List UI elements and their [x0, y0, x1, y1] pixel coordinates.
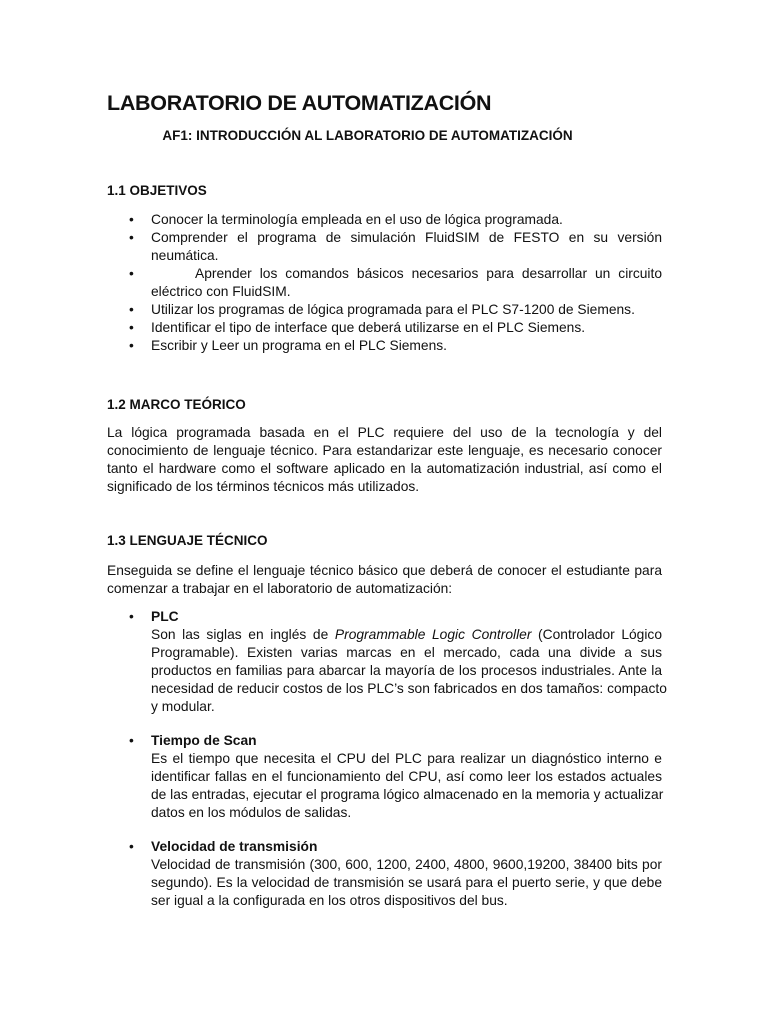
list-item-line: Conocer la terminología empleada en el uso de lógica programada. [151, 212, 563, 227]
paragraph-line: comenzar a trabajar en el laboratorio de automatización: [107, 581, 453, 596]
list-item [107, 229, 662, 265]
bullet-icon: • [129, 302, 134, 317]
term-item-plc [107, 608, 667, 716]
bullet-icon: • [129, 733, 134, 748]
term-line-text: Son las siglas en inglés de [151, 627, 335, 642]
term-line-italic: Programmable Logic Controller [334, 627, 532, 642]
paragraph-line: La lógica programada basada en el PLC requiere del uso de la tecnología y del [107, 425, 662, 440]
term-line: productos en familias para abarcar la mayoría de los procesos industriales. Ante la [151, 663, 662, 678]
bullet-icon: • [129, 609, 134, 624]
language-intro [107, 562, 662, 598]
term-line: necesidad de reducir costos de los PLC’s son fabricados en dos tamaños: compacto [151, 681, 667, 696]
bullet-icon: • [129, 320, 134, 335]
document-subtitle [0, 128, 702, 143]
list-item-line: Comprender el programa de simulación FluidSIM de FESTO en su versión [151, 230, 662, 245]
term-line: Programable). Existen varias marcas en el mercado, cada una divide a sus [151, 645, 662, 660]
section-heading-objectives: 1.1 OBJETIVOS [107, 183, 207, 198]
bullet-icon: • [129, 338, 134, 353]
list-item-line: Utilizar los programas de lógica programada para el PLC S7-1200 de Siemens. [151, 302, 635, 317]
paragraph-line: significado de los términos técnicos más utilizados. [107, 479, 420, 494]
list-item-line: Identificar el tipo de interface que deberá utilizarse en el PLC Siemens. [151, 320, 586, 335]
term-line: de las entradas, ejecutar el programa lógico almacenado en la memoria y actualizar [151, 787, 664, 802]
bullet-icon: • [129, 839, 134, 854]
paragraph-line: conocimiento de lenguaje técnico. Para estandarizar este lenguaje, es necesario conocer [107, 443, 662, 458]
list-item [107, 301, 662, 319]
objectives-list [107, 211, 662, 355]
list-item [107, 265, 662, 301]
term-line: Velocidad de transmisión (300, 600, 1200, 2400, 4800, 9600,19200, 38400 bits por [151, 857, 662, 872]
section-heading-language: 1.3 LENGUAJE TÉCNICO [107, 533, 268, 548]
document-subtitle-text: AF1: INTRODUCCIÓN AL LABORATORIO DE AUTOMATIZACIÓN [162, 128, 573, 143]
bullet-icon: • [129, 212, 134, 227]
list-item [107, 211, 662, 229]
term-name: Tiempo de Scan [151, 733, 257, 748]
list-item [107, 337, 662, 355]
term-line: y modular. [151, 699, 215, 714]
term-line-text: (Controlador Lógico [531, 627, 662, 642]
list-item [107, 319, 662, 337]
bullet-icon: • [129, 230, 134, 245]
term-line: segundo). Es la velocidad de transmisión se usará para el puerto serie, y que debe [151, 875, 662, 890]
terms-list [107, 838, 662, 910]
term-line: identificar fallas en el funcionamiento del CPU, así como leer los estados actuales [151, 769, 662, 784]
terms-list [107, 732, 662, 822]
term-line [151, 626, 662, 644]
term-name: PLC [151, 609, 179, 624]
bullet-icon: • [129, 266, 134, 281]
term-item-transmission-speed [107, 838, 662, 910]
term-name: Velocidad de transmisión [151, 839, 318, 854]
section-heading-framework: 1.2 MARCO TEÓRICO [107, 397, 246, 412]
list-item-line: neumática. [151, 248, 219, 263]
term-item-scan-time [107, 732, 662, 822]
list-item-line: Escribir y Leer un programa en el PLC Siemens. [151, 338, 447, 353]
list-item-line: eléctrico con FluidSIM. [151, 284, 291, 299]
term-line: ser igual a la configurada en los otros dispositivos del bus. [151, 893, 508, 908]
term-line: Es el tiempo que necesita el CPU del PLC para realizar un diagnóstico interno e [151, 751, 662, 766]
framework-paragraph [107, 424, 662, 496]
document-title: LABORATORIO DE AUTOMATIZACIÓN [107, 91, 492, 115]
paragraph-line: Enseguida se define el lenguaje técnico básico que deberá de conocer el estudiante para [107, 563, 662, 578]
list-item-line: Aprender los comandos básicos necesarios para desarrollar un circuito [195, 266, 662, 281]
term-line: datos en los módulos de salidas. [151, 805, 352, 820]
paragraph-line: tanto el hardware como el software aplicado en la automatización industrial, así como el [107, 461, 662, 476]
terms-list [107, 608, 667, 716]
